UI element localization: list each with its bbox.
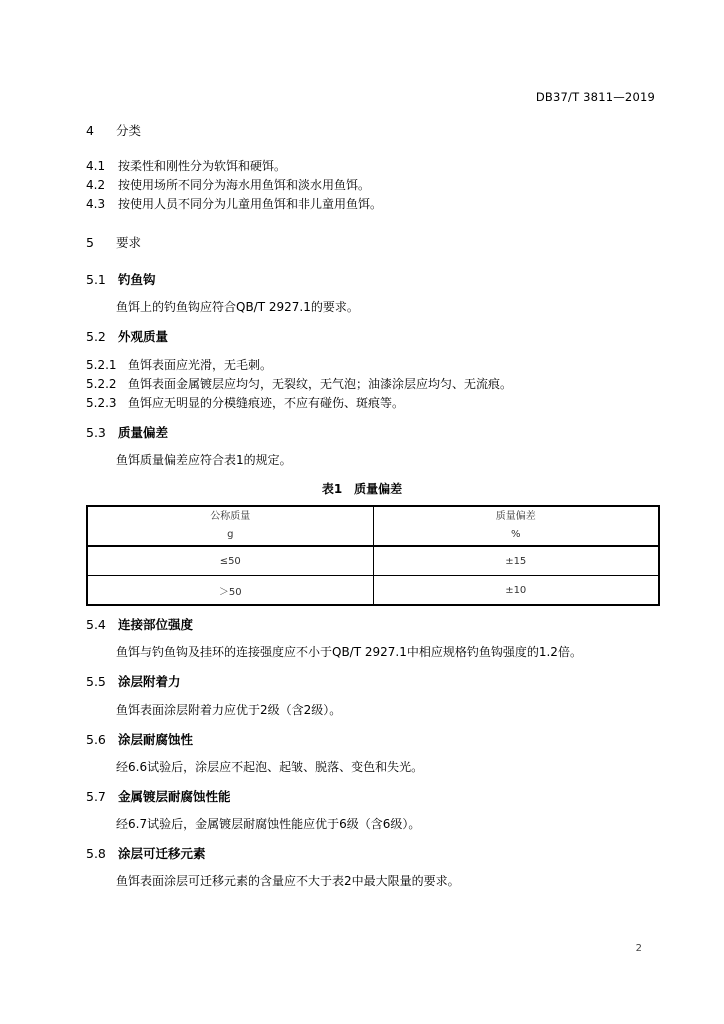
section-title: 质量偏差 — [118, 425, 169, 440]
section-title: 涂层可迁移元素 — [118, 846, 206, 861]
table-cell-deviation: ±10 — [373, 576, 659, 606]
page-number: 2 — [635, 943, 642, 954]
table-row — [87, 546, 659, 576]
table-header-row — [87, 506, 659, 546]
section-number: 5.5 — [86, 674, 106, 689]
section-title: 分类 — [116, 123, 142, 138]
clause-number: 4.1 — [86, 159, 106, 173]
section-5-8-text: 鱼饵表面涂层可迁移元素的含量应不大于表2中最大限量的要求。 — [116, 874, 460, 888]
section-number: 5.1 — [86, 272, 106, 287]
section-5-3-heading — [86, 423, 168, 441]
section-number: 5.8 — [86, 846, 106, 861]
section-5-1-text: 鱼饵上的钓鱼钩应符合QB/T 2927.1的要求。 — [116, 300, 359, 314]
section-number: 5.2 — [86, 329, 106, 344]
clause-5-2-2 — [86, 375, 512, 392]
section-4-heading — [86, 121, 141, 139]
column-unit: g — [227, 529, 234, 540]
section-5-7-heading — [86, 787, 231, 805]
table-header-mass-deviation — [373, 506, 659, 546]
section-title: 连接部位强度 — [118, 617, 194, 632]
clause-number: 5.2.3 — [86, 396, 117, 410]
section-5-6-heading — [86, 730, 193, 748]
section-5-1-heading — [86, 270, 156, 288]
section-5-3-text: 鱼饵质量偏差应符合表1的规定。 — [116, 453, 292, 467]
clause-number: 5.2.1 — [86, 358, 117, 372]
section-number: 5.4 — [86, 617, 106, 632]
section-5-7-text: 经6.7试验后，金属镀层耐腐蚀性能应优于6级（含6级）。 — [116, 817, 421, 831]
section-5-8-heading — [86, 844, 206, 862]
clause-text: 鱼饵应无明显的分模缝痕迹，不应有碰伤、斑痕等。 — [128, 396, 405, 410]
section-title: 要求 — [116, 235, 142, 250]
column-unit: % — [510, 529, 521, 540]
column-name: 质量偏差 — [495, 511, 536, 522]
table-row — [87, 576, 659, 606]
clause-4-2 — [86, 176, 370, 193]
section-5-6-text: 经6.6试验后，涂层应不起泡、起皱、脱落、变色和失光。 — [116, 760, 424, 774]
clause-text: 按使用场所不同分为海水用鱼饵和淡水用鱼饵。 — [118, 178, 371, 192]
clause-text: 按使用人员不同分为儿童用鱼饵和非儿童用鱼饵。 — [118, 197, 383, 211]
document-code: DB37/T 3811—2019 — [535, 90, 655, 104]
clause-number: 4.2 — [86, 178, 106, 192]
clause-4-3 — [86, 195, 382, 212]
table-cell-deviation: ±15 — [373, 546, 659, 576]
section-number: 4 — [86, 123, 94, 138]
column-name: 公称质量 — [210, 511, 251, 522]
section-number: 5.3 — [86, 425, 106, 440]
section-title: 金属镀层耐腐蚀性能 — [118, 789, 231, 804]
clause-text: 鱼饵表面应光滑，无毛刺。 — [128, 358, 273, 372]
section-5-4-text: 鱼饵与钓鱼钩及挂环的连接强度应不小于QB/T 2927.1中相应规格钓鱼钩强度的1.2倍。 — [116, 645, 582, 659]
section-5-heading — [86, 233, 141, 251]
table-cell-mass: ＞50 — [87, 576, 373, 606]
section-number: 5.6 — [86, 732, 106, 747]
clause-number: 5.2.2 — [86, 377, 117, 391]
section-5-5-text: 鱼饵表面涂层附着力应优于2级（含2级）。 — [116, 703, 342, 717]
clause-text: 按柔性和刚性分为软饵和硬饵。 — [118, 159, 287, 173]
section-title: 涂层耐腐蚀性 — [118, 732, 194, 747]
section-5-5-heading — [86, 672, 181, 690]
section-title: 外观质量 — [118, 329, 169, 344]
clause-4-1 — [86, 157, 286, 174]
clause-5-2-1 — [86, 356, 272, 373]
section-5-2-heading — [86, 327, 168, 345]
section-title: 钓鱼钩 — [118, 272, 156, 287]
table-header-nominal-mass — [87, 506, 373, 546]
table-cell-mass: ≤50 — [87, 546, 373, 576]
section-number: 5 — [86, 235, 94, 250]
clause-text: 鱼饵表面金属镀层应均匀，无裂纹，无气泡；油漆涂层应均匀、无流痕。 — [128, 377, 513, 391]
mass-deviation-table — [86, 505, 660, 606]
table-1-caption: 表1 质量偏差 — [321, 482, 403, 496]
section-number: 5.7 — [86, 789, 106, 804]
clause-number: 4.3 — [86, 197, 106, 211]
section-5-4-heading — [86, 615, 193, 633]
section-title: 涂层附着力 — [118, 674, 181, 689]
clause-5-2-3 — [86, 394, 404, 411]
